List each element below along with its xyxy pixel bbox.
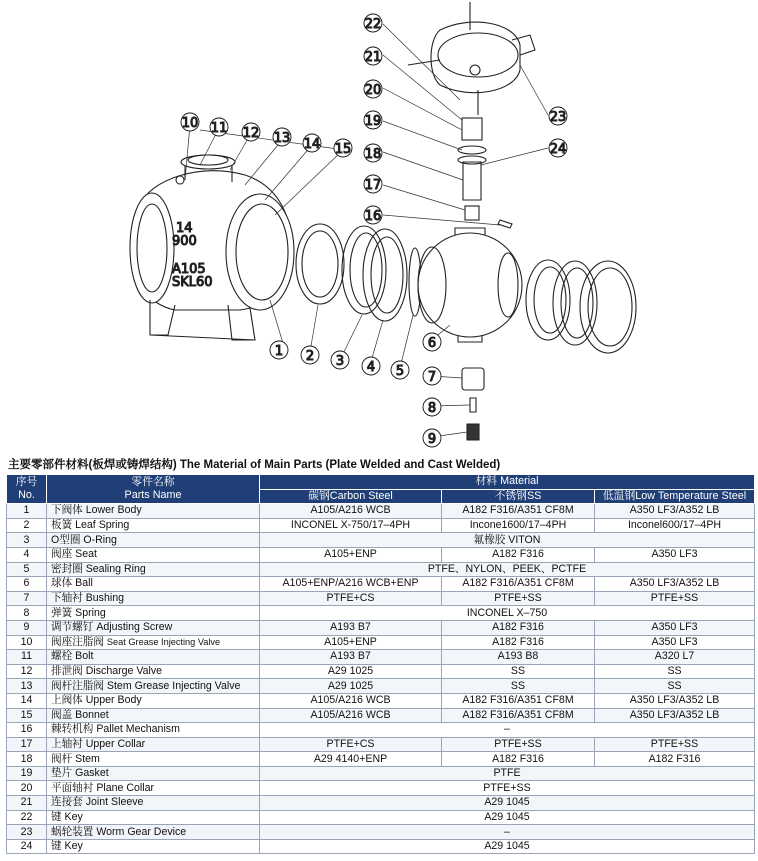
- cell-low-temp-steel: A350 LF3: [595, 547, 755, 562]
- cell-part-name: [47, 562, 260, 577]
- cell-no: 10: [7, 635, 47, 650]
- cell-material-all: PTFE: [260, 766, 755, 781]
- cell-no: 21: [7, 796, 47, 811]
- cell-no: 3: [7, 533, 47, 548]
- table-caption: 主要零部件材料(板焊或铸焊结构) The Material of Main Parts (Plate Welded and Cast Welded): [8, 459, 501, 471]
- cell-stainless-steel: SS: [442, 679, 595, 694]
- cell-low-temp-steel: Inconel600/17–4PH: [595, 518, 755, 533]
- cell-no: 14: [7, 693, 47, 708]
- callout-15: 15: [334, 142, 352, 157]
- table-row: [7, 504, 755, 519]
- cell-carbon-steel: A193 B7: [260, 620, 442, 635]
- worm-gear-device: [408, 2, 535, 115]
- callout-8: 8: [427, 401, 437, 416]
- part-name-text: 平面轴衬 Plane Collar: [51, 781, 155, 794]
- header-low-temp-steel: 低温钢Low Temperature Steel: [595, 489, 755, 504]
- cell-part-name: [47, 504, 260, 519]
- part-name-text: 上轴衬 Upper Collar: [51, 737, 146, 750]
- cell-part-name: [47, 737, 260, 752]
- callout-3: 3: [335, 354, 345, 369]
- body-marking-1: 14: [176, 221, 193, 236]
- cell-stainless-steel: PTFE+SS: [442, 737, 595, 752]
- part-name-text: 阀杆注脂阀 Stem Grease Injecting Valve: [51, 679, 241, 692]
- cell-part-name: [47, 635, 260, 650]
- part-name-text: 垫片 Gasket: [51, 767, 109, 780]
- callout-9: 9: [427, 432, 437, 447]
- cell-no: 2: [7, 518, 47, 533]
- callout-17: 17: [364, 178, 382, 193]
- cell-material-all: PTFE+SS: [260, 781, 755, 796]
- lower-trunnion-parts: [462, 368, 484, 440]
- cell-no: 20: [7, 781, 47, 796]
- cell-no: 15: [7, 708, 47, 723]
- cell-no: 18: [7, 752, 47, 767]
- part-name-text: 阀盖 Bonnet: [51, 708, 109, 721]
- cell-part-name: [47, 708, 260, 723]
- cell-carbon-steel: INCONEL X-750/17–4PH: [260, 518, 442, 533]
- cell-stainless-steel: A182 F316/A351 CF8M: [442, 708, 595, 723]
- cell-part-name: [47, 606, 260, 621]
- table-row: [7, 693, 755, 708]
- callout-10: 10: [181, 116, 199, 131]
- body-marking-2: 900: [172, 234, 197, 249]
- part-name-text: 球体 Ball: [51, 577, 93, 590]
- cell-part-name: [47, 723, 260, 738]
- cell-part-name: [47, 591, 260, 606]
- callout-13: 13: [273, 131, 291, 146]
- header-name-en: Parts Name: [124, 489, 182, 502]
- cell-material-all: A29 1045: [260, 839, 755, 854]
- cell-low-temp-steel: A350 LF3/A352 LB: [595, 577, 755, 592]
- callout-18: 18: [364, 147, 382, 162]
- cell-low-temp-steel: A182 F316: [595, 752, 755, 767]
- table-row: [7, 825, 755, 840]
- cell-no: 8: [7, 606, 47, 621]
- cell-low-temp-steel: A320 L7: [595, 650, 755, 665]
- cell-material-all: 氟橡胶 VITON: [260, 533, 755, 548]
- cell-carbon-steel: A29 1025: [260, 664, 442, 679]
- valve-body: [130, 155, 294, 340]
- part-name-text: 下轴衬 Bushing: [51, 592, 125, 605]
- table-row: [7, 591, 755, 606]
- table-row: [7, 839, 755, 854]
- header-name: [47, 475, 260, 504]
- callout-2: 2: [305, 349, 315, 364]
- cell-low-temp-steel: A350 LF3: [595, 635, 755, 650]
- part-name-text: 阀杆 Stem: [51, 752, 100, 765]
- cell-material-all: –: [260, 825, 755, 840]
- part-name-text: 键 Key: [51, 840, 83, 853]
- cell-part-name: [47, 766, 260, 781]
- cell-material-all: A29 1045: [260, 810, 755, 825]
- cell-material-all: A29 1045: [260, 796, 755, 811]
- cell-part-name: [47, 620, 260, 635]
- cell-stainless-steel: A182 F316: [442, 752, 595, 767]
- cell-part-name: [47, 796, 260, 811]
- cell-stainless-steel: A182 F316: [442, 547, 595, 562]
- cell-no: 11: [7, 650, 47, 665]
- part-name-text: 下阀体 Lower Body: [51, 504, 142, 517]
- callout-23: 23: [549, 110, 567, 125]
- cell-carbon-steel: A105/A216 WCB: [260, 708, 442, 723]
- cell-material-all: INCONEL X–750: [260, 606, 755, 621]
- part-name-text: 键 Key: [51, 810, 83, 823]
- callout-11: 11: [210, 121, 228, 136]
- cell-low-temp-steel: PTFE+SS: [595, 591, 755, 606]
- table-row: [7, 518, 755, 533]
- cell-no: 4: [7, 547, 47, 562]
- cell-carbon-steel: A105+ENP: [260, 635, 442, 650]
- cell-part-name: [47, 679, 260, 694]
- body-marking-4: SKL60: [172, 275, 213, 290]
- cell-part-name: [47, 650, 260, 665]
- cell-stainless-steel: A193 B8: [442, 650, 595, 665]
- part-name-text-small: Seat Grease Injecting Valve: [106, 636, 221, 647]
- part-name-text: O型圈 O-Ring: [51, 533, 117, 546]
- callout-1: 1: [274, 344, 284, 359]
- cell-material-all: PTFE、NYLON、PEEK、PCTFE: [260, 562, 755, 577]
- cell-part-name: [47, 810, 260, 825]
- table-row: [7, 796, 755, 811]
- part-name-text: 弹簧 Spring: [51, 606, 106, 619]
- cell-no: 24: [7, 839, 47, 854]
- callout-6: 6: [427, 336, 437, 351]
- cell-low-temp-steel: PTFE+SS: [595, 737, 755, 752]
- callout-21: 21: [364, 50, 382, 65]
- table-row: [7, 679, 755, 694]
- cell-carbon-steel: A193 B7: [260, 650, 442, 665]
- part-name-text: 调节螺钉 Adjusting Screw: [51, 621, 173, 634]
- cell-low-temp-steel: A350 LF3/A352 LB: [595, 708, 755, 723]
- table-row: [7, 547, 755, 562]
- cell-part-name: [47, 547, 260, 562]
- material-table: [6, 474, 755, 854]
- table-row: [7, 737, 755, 752]
- callout-4: 4: [366, 360, 376, 375]
- cell-stainless-steel: Incone1600/17–4PH: [442, 518, 595, 533]
- header-no: [7, 475, 47, 504]
- cell-low-temp-steel: A350 LF3/A352 LB: [595, 504, 755, 519]
- table-row: [7, 810, 755, 825]
- part-name-text: 板簧 Leaf Spring: [51, 519, 130, 532]
- cell-part-name: [47, 693, 260, 708]
- callout-7: 7: [427, 370, 437, 385]
- header-no-en: No.: [18, 489, 35, 502]
- table-row: [7, 664, 755, 679]
- part-name-text: 螺栓 Bolt: [51, 650, 94, 663]
- cell-carbon-steel: A105/A216 WCB: [260, 693, 442, 708]
- callout-14: 14: [303, 137, 321, 152]
- callout-20: 20: [364, 83, 382, 98]
- cell-no: 9: [7, 620, 47, 635]
- cell-stainless-steel: A182 F316/A351 CF8M: [442, 577, 595, 592]
- callout-12: 12: [242, 126, 260, 141]
- cell-stainless-steel: A182 F316: [442, 635, 595, 650]
- callout-16: 16: [364, 209, 382, 224]
- table-header: [7, 475, 755, 504]
- seat-rings-right: [526, 260, 636, 353]
- cell-no: 23: [7, 825, 47, 840]
- cell-carbon-steel: A105+ENP/A216 WCB+ENP: [260, 577, 442, 592]
- cell-no: 12: [7, 664, 47, 679]
- cell-stainless-steel: A182 F316/A351 CF8M: [442, 504, 595, 519]
- cell-no: 6: [7, 577, 47, 592]
- cell-no: 13: [7, 679, 47, 694]
- cell-stainless-steel: SS: [442, 664, 595, 679]
- cell-material-all: –: [260, 723, 755, 738]
- cell-carbon-steel: A29 4140+ENP: [260, 752, 442, 767]
- cell-part-name: [47, 825, 260, 840]
- table-row: [7, 533, 755, 548]
- table-row: [7, 606, 755, 621]
- cell-part-name: [47, 839, 260, 854]
- header-material: 材料 Material: [260, 475, 755, 490]
- cell-part-name: [47, 518, 260, 533]
- ball: [418, 228, 522, 342]
- table-row: [7, 620, 755, 635]
- part-name-text: 连接套 Joint Sleeve: [51, 796, 144, 809]
- header-stainless-steel: 不锈钢SS: [442, 489, 595, 504]
- body-marking-3: A105: [172, 262, 206, 277]
- table-row: [7, 766, 755, 781]
- table-row: [7, 781, 755, 796]
- table-row: [7, 562, 755, 577]
- header-no-cn: 序号: [15, 476, 38, 489]
- cell-no: 7: [7, 591, 47, 606]
- part-name-text: 阀座注脂阀: [51, 635, 104, 648]
- cell-low-temp-steel: A350 LF3/A352 LB: [595, 693, 755, 708]
- cell-part-name: [47, 752, 260, 767]
- header-name-cn: 零件名称: [131, 476, 175, 489]
- part-name-text: 密封圈 Sealing Ring: [51, 562, 146, 575]
- cell-part-name: [47, 664, 260, 679]
- part-name-text: 蜗轮装置 Worm Gear Device: [51, 825, 187, 838]
- table-row: [7, 752, 755, 767]
- cell-carbon-steel: PTFE+CS: [260, 737, 442, 752]
- table-body: [7, 504, 755, 854]
- cell-no: 16: [7, 723, 47, 738]
- cell-stainless-steel: A182 F316: [442, 620, 595, 635]
- cell-carbon-steel: A29 1025: [260, 679, 442, 694]
- callout-22: 22: [364, 17, 382, 32]
- callout-24: 24: [549, 142, 567, 157]
- cell-carbon-steel: A105/A216 WCB: [260, 504, 442, 519]
- table-row: [7, 635, 755, 650]
- cell-low-temp-steel: SS: [595, 664, 755, 679]
- cell-stainless-steel: A182 F316/A351 CF8M: [442, 693, 595, 708]
- header-carbon-steel: 碳钢Carbon Steel: [260, 489, 442, 504]
- seat-rings-left: [296, 224, 421, 321]
- cell-carbon-steel: PTFE+CS: [260, 591, 442, 606]
- cell-no: 19: [7, 766, 47, 781]
- stem-assembly: [458, 118, 512, 228]
- cell-no: 17: [7, 737, 47, 752]
- callout-19: 19: [364, 114, 382, 129]
- cell-low-temp-steel: SS: [595, 679, 755, 694]
- cell-low-temp-steel: A350 LF3: [595, 620, 755, 635]
- table-row: [7, 708, 755, 723]
- cell-no: 1: [7, 504, 47, 519]
- table-row: [7, 577, 755, 592]
- cell-part-name: [47, 533, 260, 548]
- table-row: [7, 650, 755, 665]
- cell-carbon-steel: A105+ENP: [260, 547, 442, 562]
- part-name-text: 排泄阀 Discharge Valve: [51, 665, 163, 678]
- table-row: [7, 723, 755, 738]
- cell-part-name: [47, 781, 260, 796]
- callout-5: 5: [395, 364, 405, 379]
- cell-no: 5: [7, 562, 47, 577]
- part-name-text: 上阀体 Upper Body: [51, 694, 142, 707]
- cell-no: 22: [7, 810, 47, 825]
- cell-stainless-steel: PTFE+SS: [442, 591, 595, 606]
- part-name-text: 棘转机构 Pallet Mechanism: [51, 723, 180, 736]
- cell-part-name: [47, 577, 260, 592]
- part-name-text: 阀座 Seat: [51, 548, 97, 561]
